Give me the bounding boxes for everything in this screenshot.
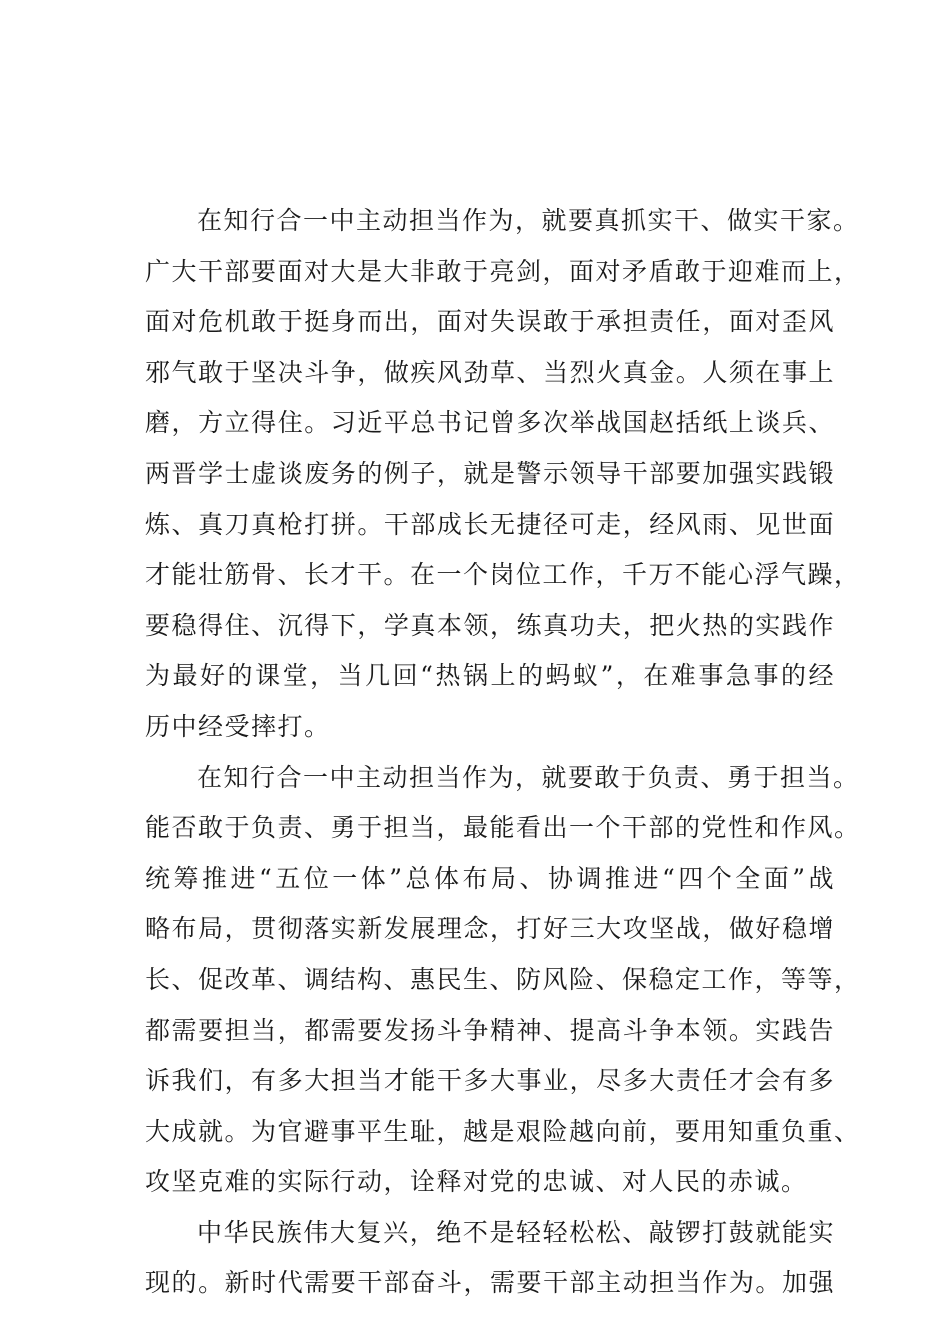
text-line: 大成就。为官避事平生耻，越是艰险越向前，要用知重负重、	[145, 1116, 861, 1146]
text-line: 要稳得住、沉得下，学真本领，练真功夫，把火热的实践作	[145, 610, 835, 640]
text-line: 都需要担当，都需要发扬斗争精神、提高斗争本领。实践告	[145, 1015, 835, 1045]
text-line: 略布局，贯彻落实新发展理念，打好三大攻坚战，做好稳增	[145, 914, 835, 944]
text-line: 历中经受摔打。	[145, 711, 331, 741]
text-line: 长、促改革、调结构、惠民生、防风险、保稳定工作，等等，	[145, 964, 861, 994]
paragraph-3	[145, 1208, 835, 1309]
text-line: 现的。新时代需要干部奋斗，需要干部主动担当作为。加强	[145, 1268, 835, 1298]
text-line: 邪气敢于坚决斗争，做疾风劲草、当烈火真金。人须在事上	[145, 357, 835, 387]
text-line: 才能壮筋骨、长才干。在一个岗位工作，千万不能心浮气躁，	[145, 560, 861, 590]
text-line: 炼、真刀真枪打拼。干部成长无捷径可走，经风雨、见世面	[145, 509, 835, 539]
text-line: 两晋学士虚谈废务的例子，就是警示领导干部要加强实践锻	[145, 458, 835, 488]
text-line: 攻坚克难的实际行动，诠释对党的忠诚、对人民的赤诚。	[145, 1167, 808, 1197]
text-line: 面对危机敢于挺身而出，面对失误敢于承担责任，面对歪风	[145, 307, 835, 337]
text-line: 在知行合一中主动担当作为，就要真抓实干、做实干家。	[197, 206, 860, 235]
paragraph-1	[145, 196, 861, 753]
document-body	[145, 196, 861, 1309]
text-line: 中华民族伟大复兴，绝不是轻轻松松、敲锣打鼓就能实	[197, 1217, 835, 1247]
text-line: 能否敢于负责、勇于担当，最能看出一个干部的党性和作风。	[145, 813, 861, 843]
text-line: 广大干部要面对大是大非敢于亮剑，面对矛盾敢于迎难而上，	[145, 256, 861, 286]
paragraph-2	[145, 753, 861, 1208]
text-line: 为最好的课堂，当几回“热锅上的蚂蚁”，在难事急事的经	[145, 661, 835, 691]
text-line: 磨，方立得住。习近平总书记曾多次举战国赵括纸上谈兵、	[145, 408, 835, 438]
text-line: 诉我们，有多大担当才能干多大事业，尽多大责任才会有多	[145, 1066, 835, 1096]
text-line: 统筹推进“五位一体”总体布局、协调推进“四个全面”战	[145, 863, 835, 893]
text-line: 在知行合一中主动担当作为，就要敢于负责、勇于担当。	[197, 762, 860, 792]
